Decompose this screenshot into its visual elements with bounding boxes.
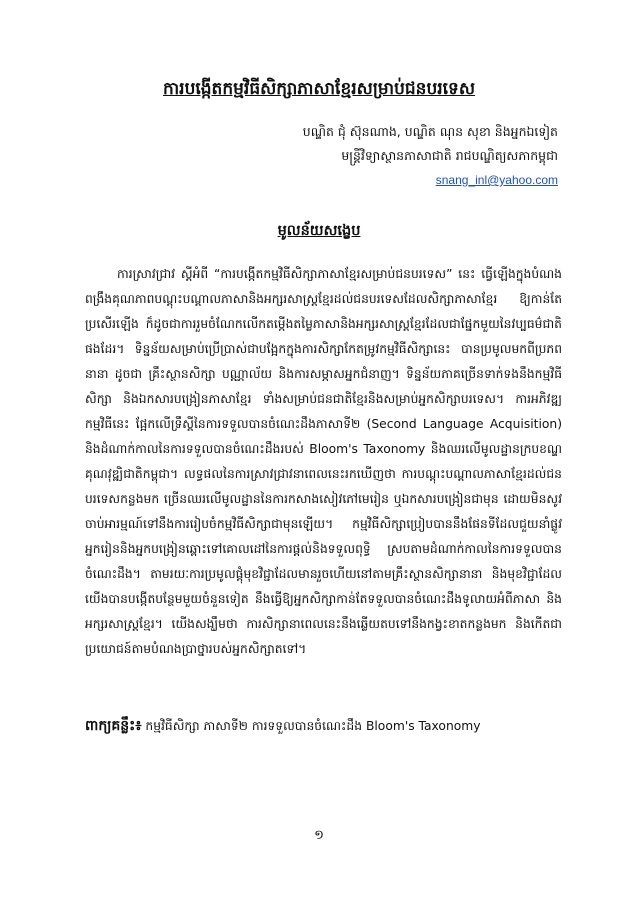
author-email-link[interactable]: snang_inl@yahoo.com: [435, 173, 558, 187]
keywords-label: ពាក្យគន្លឹះ៖: [85, 718, 142, 734]
keywords-text: កម្មវិធីសិក្សា ភាសាទី២ ការទទួលបានចំណេះដឹង Bloom's Taxonomy: [145, 719, 481, 733]
abstract-paragraph: ការស្រាវជ្រាវ ស្ដីអំពី “ការបង្កើតកម្មវិធីសិក្សាភាសាខ្មែរសម្រាប់ជនបរទេស” នេះ ធ្វើឡើងក្នុងបំណងពង្រឹងគុណភាពបណ្ដុះបណ្ដាលភាសានិងអក្សរសាស្ត្រខ្មែរដល់ជនបរទេសដែលសិក្សាភាសាខ្មែរ ឱ្យកាន់តែប្រសើរឡើង ក៏ដូចជាការរួមចំណែកលើកតម្កើងតម្លៃភាសានិងអក្សរសាស្ត្រខ្មែរដែលជាផ្នែកមួយនៃវប្បធម៌ជាតិផងដែរ។ ទិន្នន័យសម្រាប់ប្រើប្រាស់ជាបង្អែកក្នុងការសិក្សាកែតម្រូវកម្មវិធីសិក្សានេះ បានប្រមូលមកពីប្រភពនានា ដូចជា គ្រឹះស្ថានសិក្សា បណ្ណាល័យ និងការសម្ភាសអ្នកជំនាញ។ ទិន្នន័យភាគច្រើនទាក់ទងនឹងកម្មវិធីសិក្សា និងឯកសារបង្រៀនភាសាខ្មែរ ទាំងសម្រាប់ជនជាតិខ្មែរនិងសម្រាប់អ្នកសិក្សាបរទេស។ ការអភិវឌ្ឍកម្មវិធីនេះ ផ្អែកលើទ្រឹស្ដីនៃការទទួលបានចំណេះដឹងភាសាទី២ (Second Language Acquisition) និងដំណាក់កាលនៃការទទួលបានចំណេះដឹងរបស់ Bloom's Taxonomy និងឈរលើមូលដ្ឋានក្របខណ្ឌគុណវុឌ្ឍិជាតិកម្ពុជា។ លទ្ធផលនៃការស្រាវជ្រាវនាពេលនេះរកឃើញថា ការបណ្ដុះបណ្ដាលភាសាខ្មែរដល់ជនបរទេសកន្លងមក ច្រើនឈរលើមូលដ្ឋាននៃការកសាងសៀវភៅមេរៀន ឬឯកសារបង្រៀនជាមុន ដោយមិនសូវចាប់អារម្មណ៍ទៅនឹងការរៀបចំកម្មវិធីសិក្សាជាមុនឡើយ។ កម្មវិធីសិក្សាប្រៀបបាននឹងផែនទីដែលជួយនាំផ្លូវអ្នករៀននិងអ្នកបង្រៀនឆ្ពោះទៅគោលដៅនៃការផ្ដល់និងទទួលពុទ្ធិ ស្របតាមដំណាក់កាលនៃការទទួលបានចំណេះដឹង។ តាមរយៈការប្រមូលផ្ដុំមុខវិជ្ជាដែលមានរួចហើយនៅតាមគ្រឹះស្ថានសិក្សានានា និងមុខវិជ្ជាដែលយើងបានបង្កើតបន្ថែមមួយចំនួនទៀត នឹងធ្វើឱ្យអ្នកសិក្សាកាន់តែទទួលបានចំណេះដឹងទូលាយអំពីភាសា និងអក្សរសាស្ត្រខ្មែរ។ យើងសង្ឃឹមថា ការសិក្សានាពេលនេះនឹងឆ្លើយតបទៅនឹងកង្វះខាតកន្លងមក និងកើតជាប្រយោជន៍តាមបំណងប្រាថ្នារបស់អ្នកសិក្សាតទៅ។: [85, 267, 562, 656]
abstract-heading: មូលន័យសង្ខេប: [277, 223, 361, 239]
author-names: បណ្ឌិត ជុំ ស៊ុនណាង, បណ្ឌិត ណុន សុខា និងអ្នកឯទៀត: [302, 124, 558, 139]
page-number: ១: [314, 828, 324, 843]
author-affiliation: មន្ត្រីវិទ្យាស្ថានភាសាជាតិ រាជបណ្ឌិត្យសភាកម្ពុជា: [341, 148, 558, 163]
paper-title: ការបង្កើតកម្មវិធីសិក្សាភាសាខ្មែរសម្រាប់ជនបរទេស: [162, 79, 476, 99]
author-block: [118, 120, 558, 192]
keywords-line: [85, 714, 565, 738]
